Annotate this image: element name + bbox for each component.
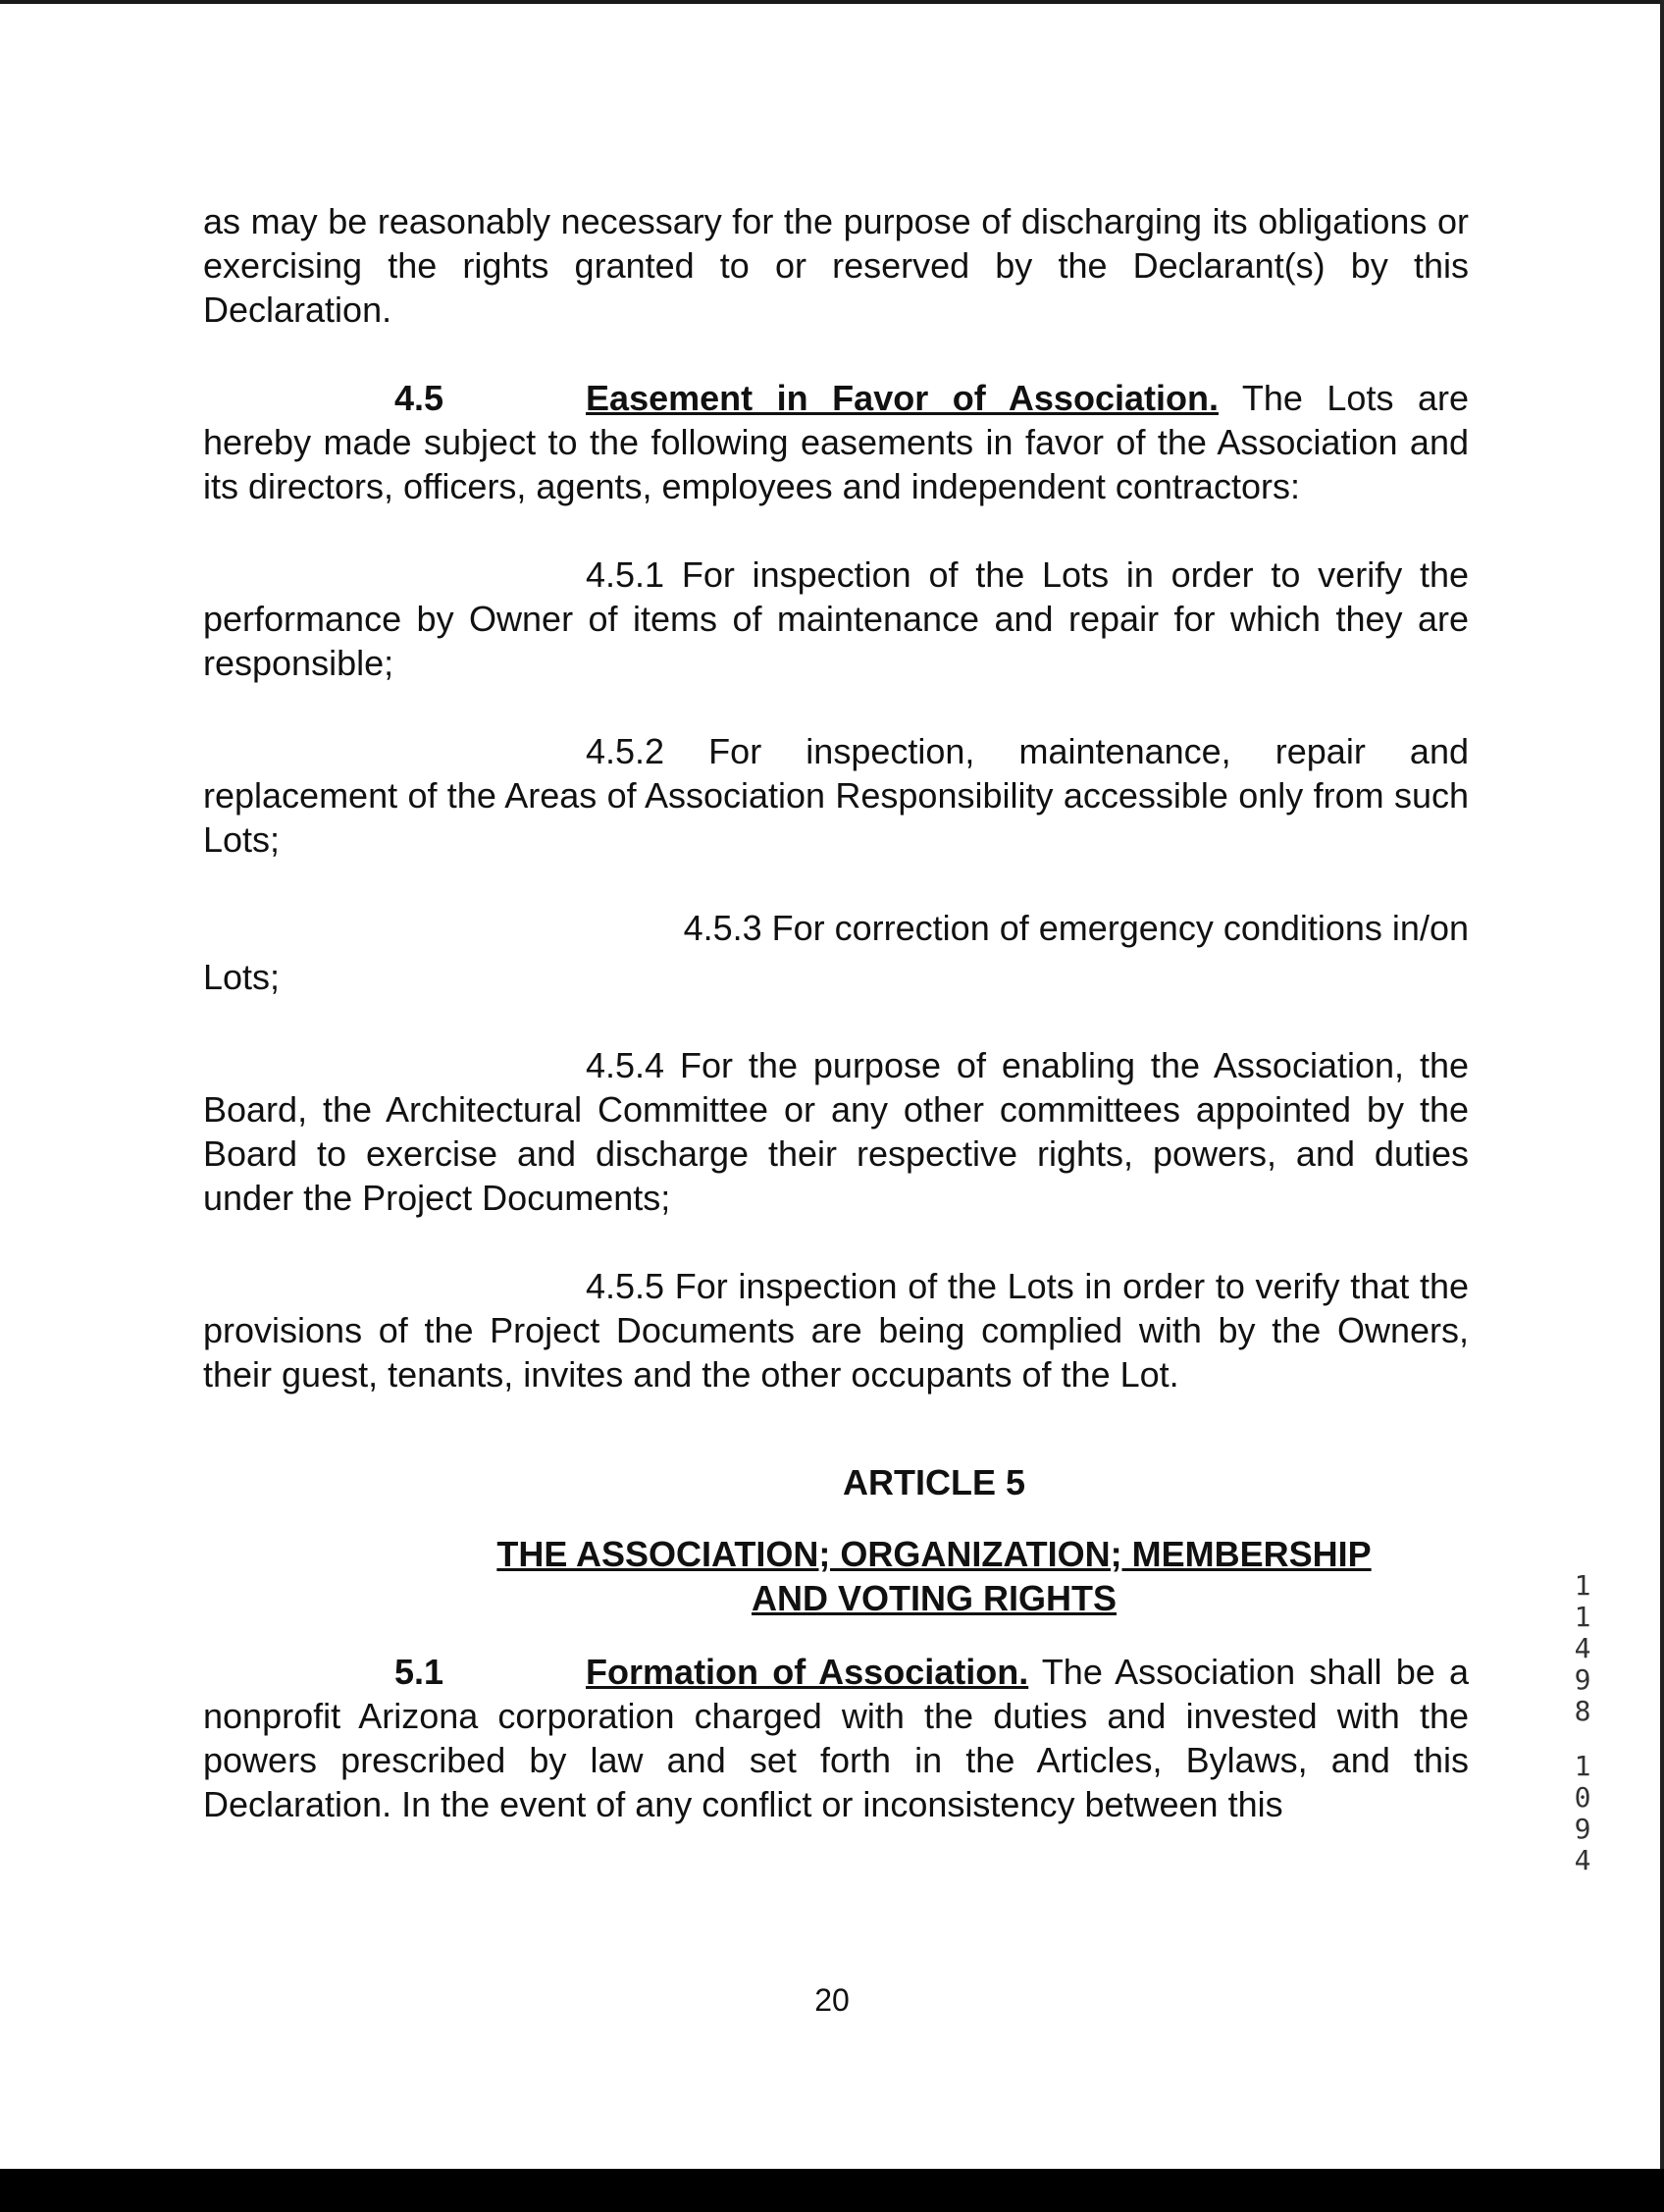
- section-4-5-number: 4.5: [394, 378, 444, 418]
- scan-top-border: [0, 0, 1664, 4]
- article-title-line-2: AND VOTING RIGHTS: [751, 1578, 1117, 1618]
- marginal-digit: 8: [1574, 1695, 1591, 1727]
- paragraph-continuation: as may be reasonably necessary for the purpose of discharging its obligations or exercising the rights granted to or reserved by the Declarant(s) by this Declaration.: [203, 201, 1469, 330]
- marginal-digit: 1: [1574, 1750, 1591, 1782]
- section-5-1: [203, 1650, 1469, 1826]
- section-5-1-text: The Association shall be a nonprofit Arizona corporation charged with the duties and invested with the powers prescribed by law and set forth in the Articles, Bylaws, and this Declaration. In the event of any conflict or inconsistency between this: [203, 1652, 1470, 1824]
- subsection-4-5-3-continuation: Lots;: [203, 957, 281, 997]
- section-4-5-text: The Lots are hereby made subject to the following easements in favor of the Association and its directors, officers, agents, employees and independent contractors:: [203, 378, 1470, 506]
- marginal-digit: 1: [1574, 1601, 1591, 1633]
- section-5-1-number: 5.1: [394, 1652, 444, 1692]
- marginal-recording-number: [1568, 1570, 1597, 1876]
- marginal-digit: 9: [1574, 1663, 1591, 1696]
- section-5-1-title: Formation of Association.: [586, 1652, 1029, 1692]
- article-title-line-1: THE ASSOCIATION; ORGANIZATION; MEMBERSHIP: [496, 1534, 1372, 1574]
- marginal-digit: 9: [1574, 1813, 1591, 1845]
- article-heading: ARTICLE 5: [842, 1462, 1025, 1502]
- marginal-digit: 0: [1574, 1781, 1591, 1814]
- subsection-4-5-4: 4.5.4 For the purpose of enabling the Association, the Board, the Architectural Committee or any other committees appointed by the Board to exercise and discharge their respective rights, powers, and duties under the Project Documents;: [203, 1045, 1469, 1218]
- section-4-5-title: Easement in Favor of Association.: [586, 378, 1219, 418]
- subsection-4-5-5: 4.5.5 For inspection of the Lots in order to verify that the provisions of the Project Documents are being complied with by the Owners, their guest, tenants, invites and the other occupants of the Lot.: [203, 1266, 1469, 1395]
- subsection-4-5-2: 4.5.2 For inspection, maintenance, repair and replacement of the Areas of Association Responsibility accessible only from such Lots;: [203, 731, 1469, 860]
- marginal-digit: 4: [1574, 1632, 1591, 1664]
- subsection-4-5-3: 4.5.3 For correction of emergency conditions in/on: [683, 908, 1469, 948]
- scan-bottom-border: [0, 2169, 1664, 2212]
- section-4-5: [203, 376, 1469, 508]
- document-body: [203, 199, 1469, 1826]
- marginal-digit: 4: [1574, 1844, 1591, 1876]
- page-number: 20: [814, 1982, 850, 2018]
- marginal-digit: 1: [1574, 1569, 1591, 1602]
- subsection-4-5-1: 4.5.1 For inspection of the Lots in order to verify the performance by Owner of items of maintenance and repair for which they are responsible;: [203, 554, 1469, 683]
- scan-right-border: [1660, 0, 1664, 2169]
